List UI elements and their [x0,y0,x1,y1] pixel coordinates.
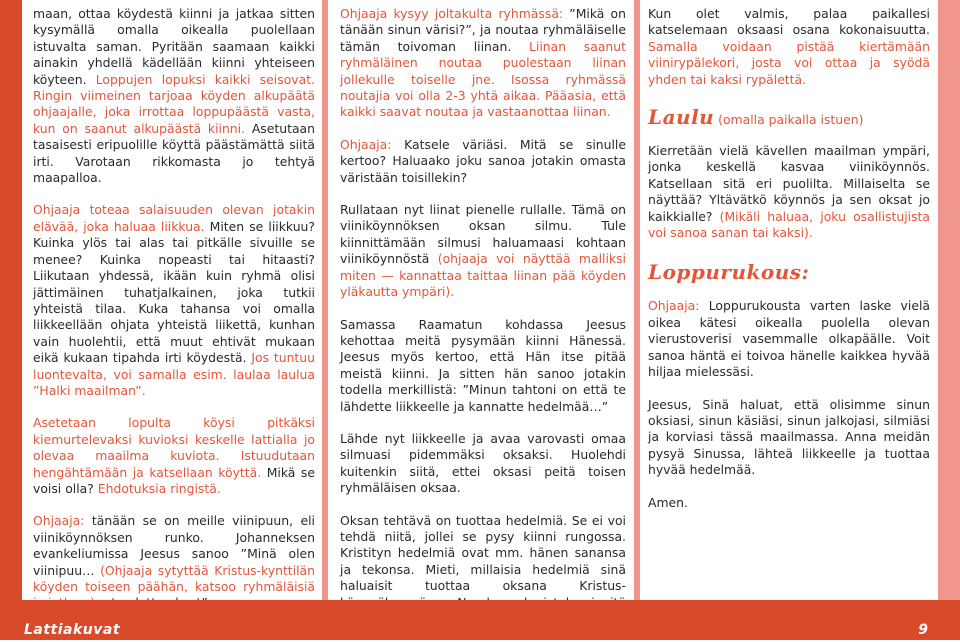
paragraph: Ohjaaja kysyy joltakulta ryhmässä: ”Mikä on tänään sinun värisi?”, ja noutaa ryhmäläiselle tämän toivoman liinan. Liinan saanut ryhmäläinen noutaa puolestaan liinan jollekulle toiselle jne. Isossa ryhmässä noutajia voi olla 2-3 yhtä aikaa. Pääasia, että kaikki saavat noutaa ja vastaanottaa liinan. [340,6,626,120]
section-heading-loppurukous: Loppurukous: [648,260,810,285]
paragraph: Ohjaaja: tänään se on meille viinipuun, eli viiniköynnöksen runko. Johanneksen evankeliumissa Jeesus sanoo ”Minä olen viinipuu… (Ohjaaja sytyttää Kristus-kynttilän köyden toiseen päähän, katsoo ryhmäläisiä [33,513,315,594]
page-number: 9 [918,622,928,638]
paragraph: Lähde nyt liikkeelle ja avaa varovasti omaa silmuasi pidemmäksi oksaksi. Huolehdi kuitenkin siitä, ettei oksasi peitä toisen ryhmäläisen oksaa. [340,430,626,496]
footer-bar [0,600,960,640]
paragraph: Jeesus, Sinä haluat, että olisimme sinun oksiasi, sinun käsiäsi, sinun jalkojasi, silmiäsi ja korviasi tässä maailmassa. Anna meidän pysyä Sinussa, lähteä liikkeelle ja tuottaa hyvää hedelmää. [648,396,930,478]
text-column-3 [648,6,930,527]
right-accent-bar [938,0,960,600]
paragraph: Kun olet valmis, palaa paikallesi katselemaan oksaasi osana kokonaisuutta. Samalla voidaan pistää kiertämään viinirypälekori, josta voi ottaa ja syödä yhden tai kaksi rypälettä. [648,6,930,87]
paragraph: Ohjaaja: Loppurukousta varten laske vielä oikea kätesi oikealla puolella olevan vierustoverisi vasemmalle olkapäälle. Voit sanoa häntä ei toivoa hänelle kaikkea hyvää hiljaa mielessäsi. [648,298,930,380]
left-accent-bar [0,0,22,600]
text-column-1 [33,6,315,628]
paragraph: Amen. [648,494,688,510]
paragraph: maan, ottaa köydestä kiinni ja jatkaa sitten kysymällä omalla oikealla puolellaan istuvalta saman. Pyritään saamaan kaikki ainakin yhdellä kädellään kiinni yhteiseen köyteen. Loppujen lopuksi kaikki seisovat. Ringin viimeinen tarjoaa köyden alkupäätä ohjaajalle, joka irrottaa loppupäästä vasta, kun on saanut alkupäästä kiinni. Asetutaan tasaisesti eripuolille köyttä päästämättä siitä irti. Varotaan rikkomasta jo tehtyä maapalloa. [33,6,316,186]
paragraph: Ohjaaja toteaa salaisuuden olevan jotakin elävää, joka haluaa liikkua. Miten se liikkuu? Kuinka ylös tai alas tai pitkälle sivuille se menee? Kuinka nopeasti tai hitaasti? Liikutaan yhdessä, ikään kuin ryhmä olisi jättimäinen tuhatjalkainen, joka tutkii yhteistä tilaa. Kuka tahansa voi omalla liikkeellään ohjata yhteistä liikettä, kunhan vain huolehtii, että muut ehtivät mukaan eikä kukaan tipahda irti köydestä. Jos tuntuu luontevalta, voi samalla esim. laulaa laulua ”Halki maailman”. [33,202,316,398]
paragraph: Ohjaaja: Katsele väriäsi. Mitä se sinulle kertoo? Haluaako joku sanoa jotakin omasta väristään toisillekin? [340,136,626,185]
paragraph: Oksan tehtävä on tuottaa hedelmiä. Se ei voi tehdä niitä, jollei se pysy kiinni rungossa. Kristityn hedelmiä ovat mm. hänen sanansa ja tekonsa. Mieti, millaisia hedelmiä sinä haluaisit tuottaa oksana Kristus- [340,512,626,594]
paragraph: Rullataan nyt liinat pienelle rullalle. Tämä on viiniköynnöksen oksan silmu. Tule kiinnittämään silmusi haluamaasi kohtaan viiniköynnöstä (ohjaaja voi näyttää malliksi miten — kannattaa taittaa liinan pää köyden yläkautta ympäri). [340,202,626,300]
paragraph: Asetetaan lopulta köysi pitkäksi kiemurtelevaksi kuvioksi keskelle lattialla jo olevaa maailma kuviota. Istuudutaan hengähtämään ja katsellaan köyttä. Mikä se voisi olla? Ehdotuksia ringistä. [33,415,316,496]
paragraph: Kierretään vielä kävellen maailman ympäri, jonka keskellä kasvaa viiniköynnös. Katsellaan sitä eri puolilta. Millaiselta se näyttää? Yltävätkö köynnös ja sen oksat jo kaikkialle? (Mikäli haluaa, joku osallistujista voi sanoa sanan tai kaksi). [648,143,931,241]
paragraph: Samassa Raamatun kohdassa Jeesus kehottaa meitä pysymään kiinni Hänessä. Jeesus myös kertoo, että Hän itse pitää meistä kiinni. Ja sitten hän sanoo jotakin todella merkillistä: ”Minun tahtoni on että te lähdette liikkeelle ja kannatte hedelmää…” [340,316,626,414]
text-column-2 [340,6,626,643]
column-divider [634,0,640,600]
column-divider [322,0,328,600]
footer-title: Lattiakuvat [24,622,121,638]
section-heading-laulu: Laulu (omalla paikalla istuen) [648,105,864,130]
